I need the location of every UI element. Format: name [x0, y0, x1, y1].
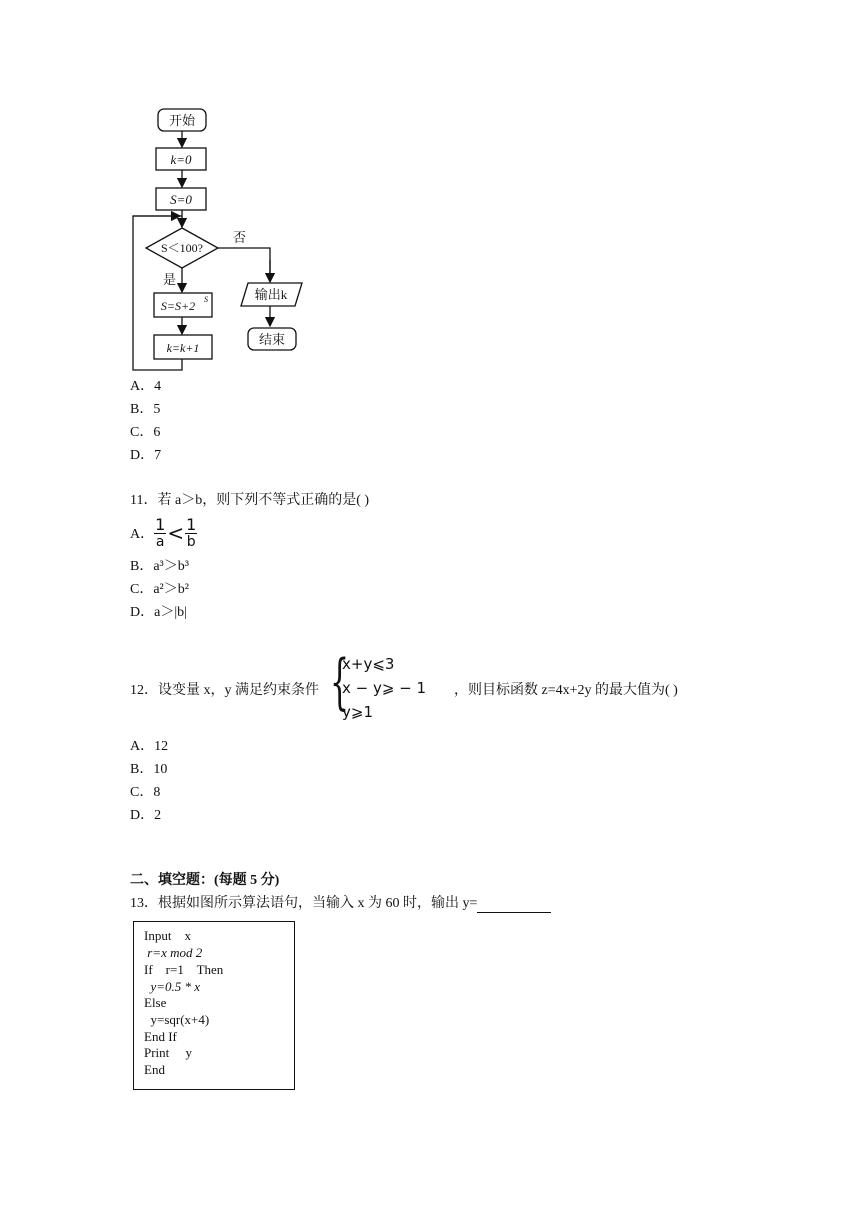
code-line: y=0.5 * x [144, 979, 201, 994]
end-label: 结束 [258, 332, 286, 347]
q11-stem: 11．若 a＞b，则下列不等式正确的是( ) [130, 493, 370, 508]
section-2-heading: 二、填空题：(每题 5 分) [130, 873, 280, 888]
q10-option-d: D．7 [130, 448, 162, 463]
yes-label: 是 [163, 272, 177, 287]
q10-option-a: A．4 [130, 379, 162, 394]
answer-blank [477, 898, 551, 913]
code-line: y=sqr(x+4) [144, 1012, 210, 1027]
update-s-label: S=S+2 [160, 299, 196, 313]
condition-label: S＜100? [160, 241, 204, 255]
q11-option-a-prefix: A． [130, 527, 155, 542]
init-s-label: S=0 [170, 192, 192, 207]
q12-stem-before: 12．设变量 x，y 满足约束条件 [130, 683, 319, 698]
system-brace: { [330, 647, 350, 717]
q10-option-c: C．6 [130, 425, 161, 440]
q13-stem: 13．根据如图所示算法语句，当输入 x 为 60 时，输出 y= [130, 896, 478, 911]
no-label: 否 [233, 230, 247, 245]
init-k-label: k=0 [170, 152, 192, 167]
frac-den: b [186, 533, 196, 550]
code-line: Input x [144, 928, 191, 943]
code-line: Else [144, 995, 167, 1010]
q12-option-b: B．10 [130, 762, 168, 777]
frac-num: 1 [155, 514, 166, 534]
q12-option-a: A．12 [130, 739, 169, 754]
constraint-1: x+y⩽3 [342, 655, 395, 673]
constraint-3: y⩾1 [342, 703, 373, 721]
algorithm-code-box [133, 921, 295, 1090]
frac-den: a [155, 533, 165, 550]
flowchart [125, 100, 315, 380]
fraction-1-over-b [185, 514, 197, 550]
output-label: 输出k [254, 287, 288, 302]
q12-option-c: C．8 [130, 785, 161, 800]
q13-stem-row [130, 895, 551, 913]
update-s-sup: S [204, 295, 208, 304]
frac-num: 1 [186, 514, 197, 534]
q11-option-b: B．a³＞b³ [130, 559, 189, 574]
q10-option-b: B．5 [130, 402, 161, 417]
fraction-1-over-a [154, 514, 166, 550]
code-line: If r=1 Then [144, 962, 224, 977]
update-k-label: k=k+1 [166, 341, 200, 355]
q12-option-d: D．2 [130, 808, 162, 823]
code-line: r=x mod 2 [144, 945, 203, 960]
constraint-2: x − y⩾ − 1 [342, 679, 427, 697]
start-label: 开始 [168, 113, 196, 128]
q11-option-c: C．a²＞b² [130, 582, 189, 597]
q11-option-d: D．a＞|b| [130, 605, 187, 620]
constraint-system [342, 652, 426, 724]
code-line: Print y [144, 1045, 193, 1060]
code-line: End [144, 1062, 165, 1077]
q12-stem-after: ，则目标函数 z=4x+2y 的最大值为( ) [454, 683, 678, 698]
code-line: End If [144, 1029, 177, 1044]
less-than-sign: < [167, 521, 185, 545]
q11-option-a [130, 513, 197, 553]
